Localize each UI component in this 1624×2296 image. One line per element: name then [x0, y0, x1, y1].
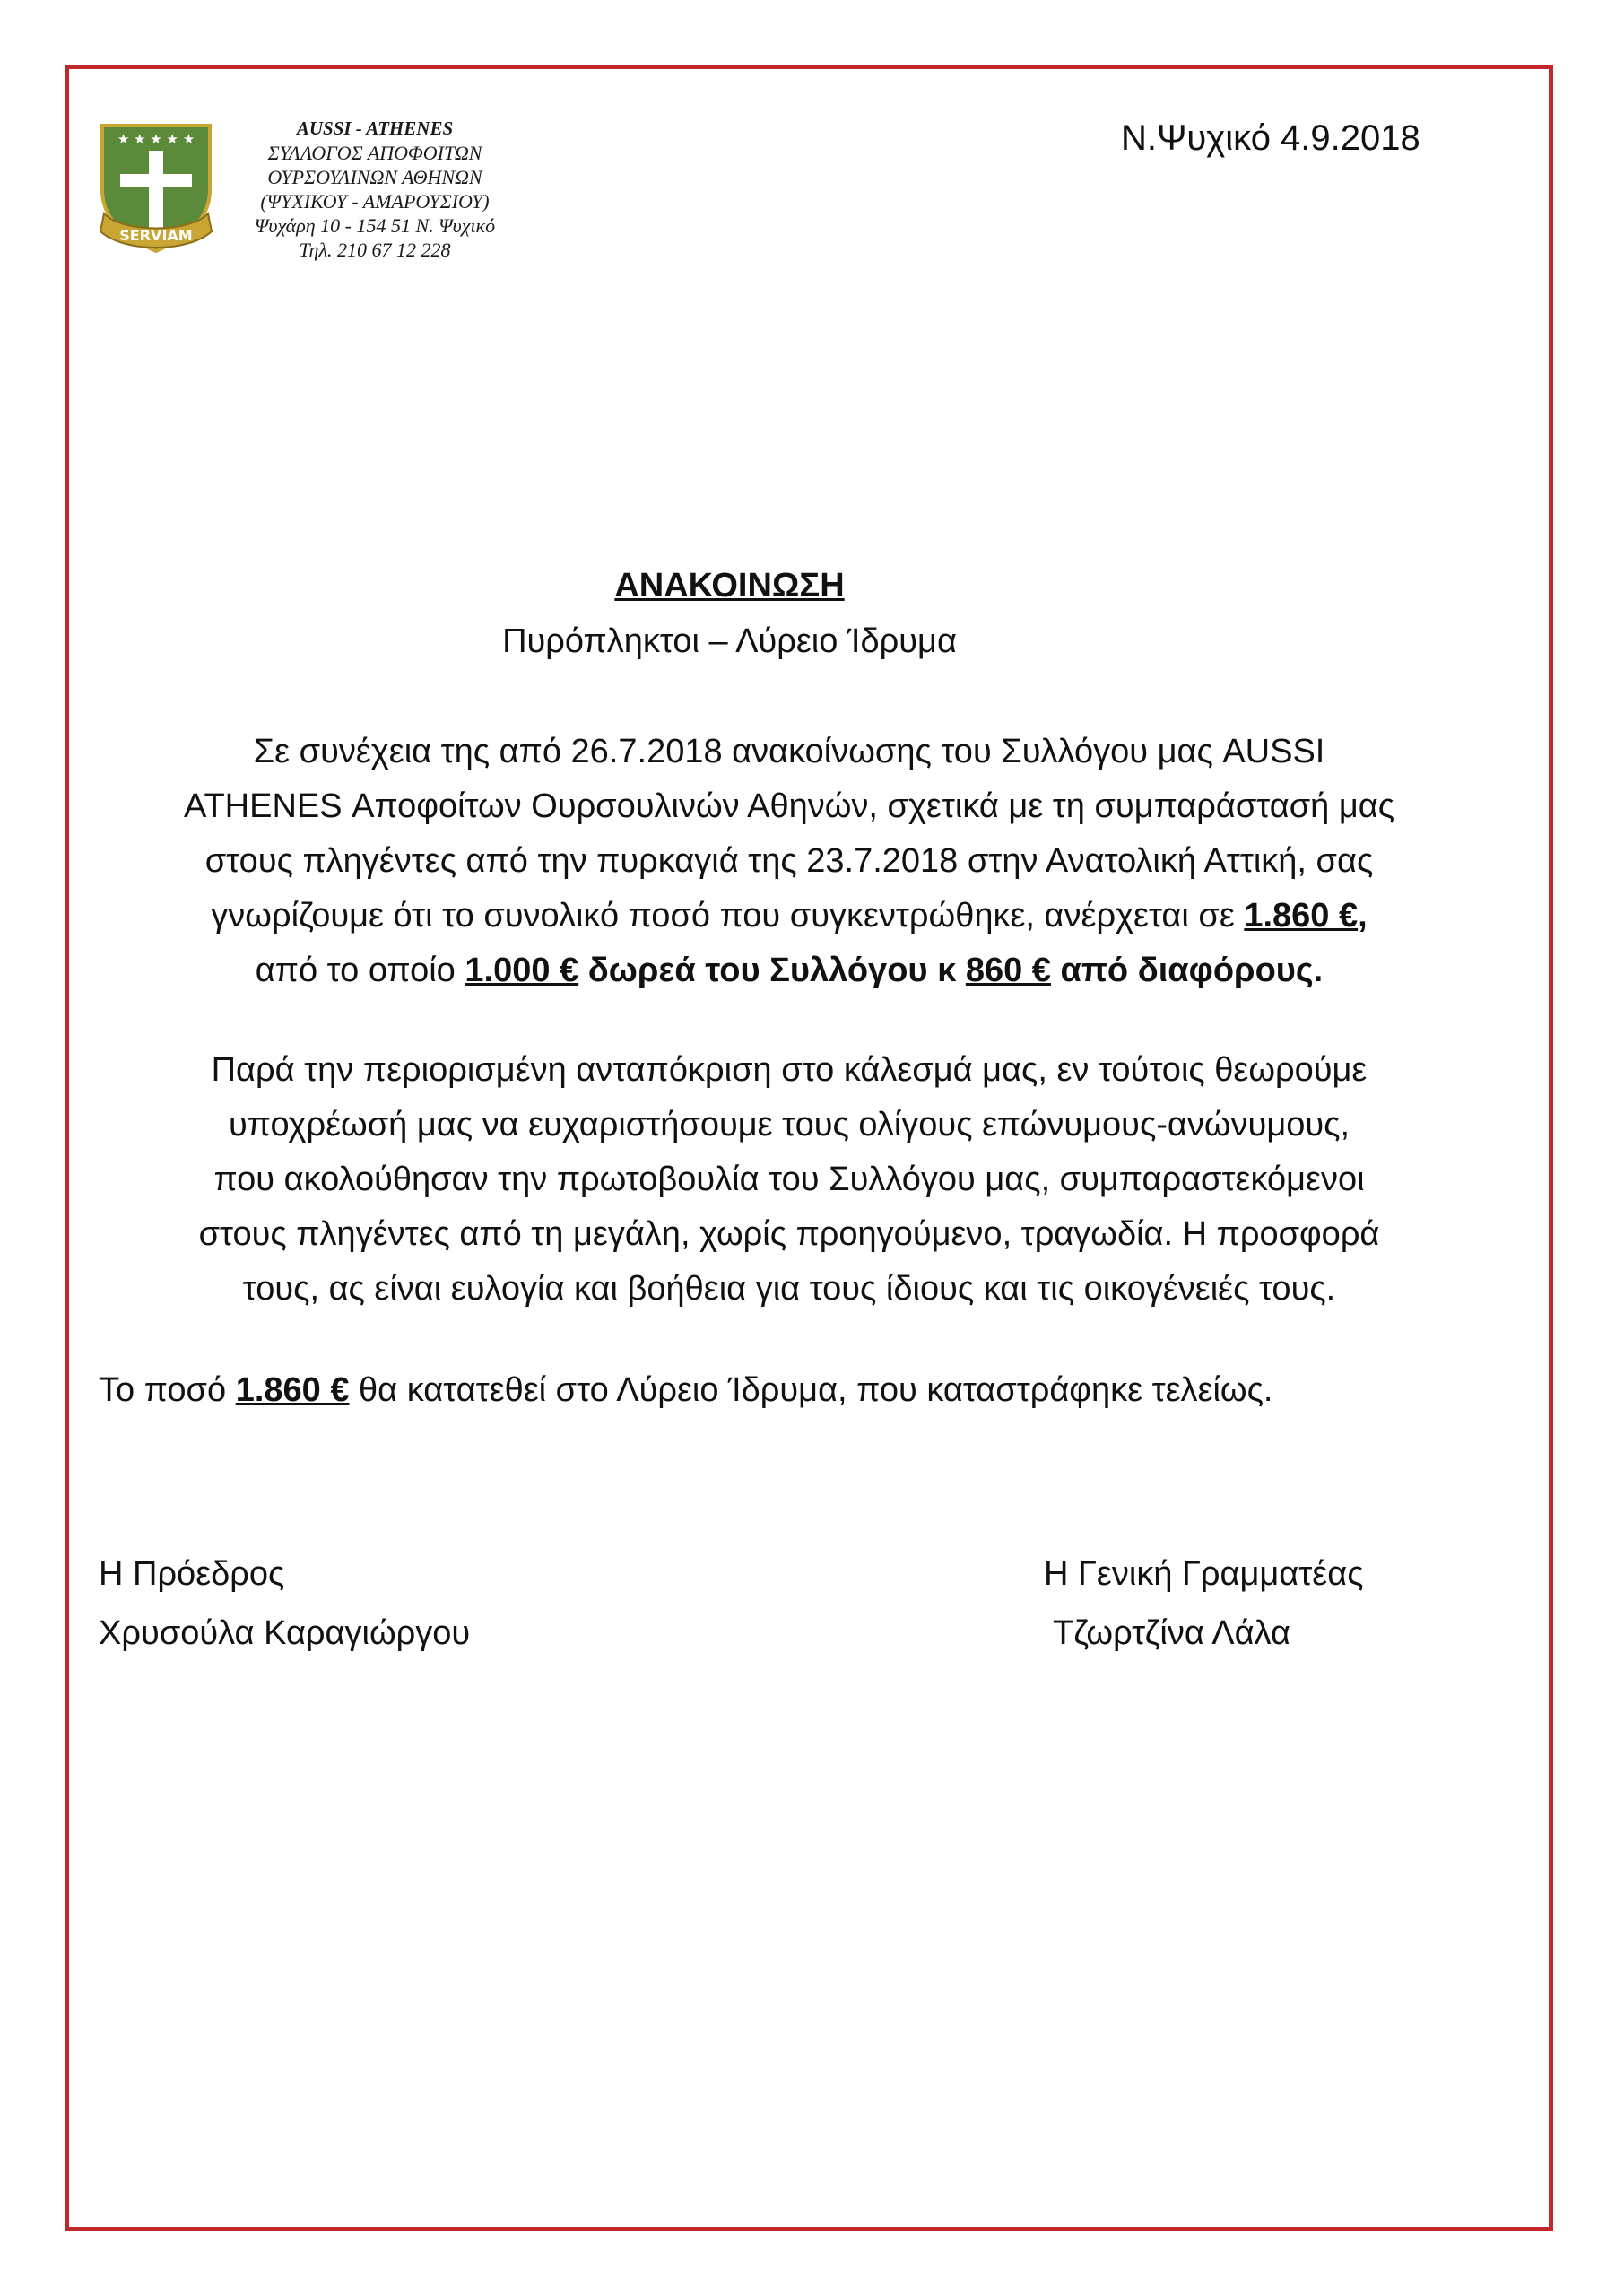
text-run: Το ποσό	[99, 1371, 236, 1409]
text-run: γνωρίζουμε ότι το συνολικό ποσό που συγκεντρώθηκε, ανέρχεται σε	[211, 897, 1245, 935]
paragraph-3-line	[99, 1363, 1498, 1418]
paragraph-1-line	[90, 889, 1489, 944]
paragraph-2-line: στους πληγέντες από τη μεγάλη, χωρίς προηγούμενο, τραγωδία. Η προσφορά	[198, 1215, 1380, 1253]
paragraph-1-line: ATHENES Αποφοίτων Ουρσουλινών Αθηνών, σχετικά με τη συμπαράστασή μας	[183, 787, 1395, 825]
text-run: δωρεά του Συλλόγου κ	[578, 952, 966, 989]
org-name: AUSSI - ATHENES	[296, 117, 454, 139]
others-amount: 860 €	[965, 952, 1051, 989]
serviam-crest-logo	[95, 120, 217, 260]
signature-president	[99, 1544, 470, 1663]
announcement-subtitle: Πυρόπληκτοι – Λύρειο Ίδρυμα	[502, 622, 957, 660]
org-address: Ψυχάρη 10 - 154 51 Ν. Ψυχικό	[254, 214, 496, 237]
org-line-3: ΟΥΡΣΟΥΛΙΝΩΝ ΑΘΗΝΩΝ	[267, 166, 482, 188]
paragraph-1-line: Σε συνέχεια της από 26.7.2018 ανακοίνωσης του Συλλόγου μας AUSSI	[253, 733, 1325, 770]
paragraph-1-line: στους πληγέντες από την πυρκαγιά της 23.7.2018 στην Ανατολική Αττική, σας	[204, 842, 1374, 880]
announcement-title: ΑΝΑΚΟΙΝΩΣΗ	[614, 567, 845, 604]
text-run: θα κατατεθεί στο Λύρειο Ίδρυμα, που καταστράφηκε τελείως.	[349, 1371, 1273, 1409]
document-date: Ν.Ψυχικό 4.9.2018	[1121, 118, 1420, 158]
signature-role: Η Γενική Γραμματέας	[1044, 1555, 1364, 1593]
total-amount: 1.860 €	[1244, 897, 1359, 935]
paragraph-2	[90, 1043, 1489, 1317]
paragraph-2-line: Παρά την περιορισμένη ανταπόκριση στο κάλεσμά μας, εν τούτοις θεωρούμε	[211, 1051, 1368, 1089]
text-run: από διαφόρους.	[1050, 952, 1324, 989]
text-run: από το οποίο	[255, 952, 465, 989]
org-phone: Τηλ. 210 67 12 228	[299, 239, 451, 261]
signature-name: Χρυσούλα Καραγιώργου	[99, 1614, 471, 1652]
organization-letterhead	[231, 117, 518, 262]
paragraph-1	[90, 725, 1489, 998]
paragraph-3	[99, 1363, 1498, 1418]
paragraph-2-line: υποχρέωσή μας να ευχαριστήσουμε τους ολίγους επώνυμους-ανώνυμους,	[228, 1106, 1350, 1144]
paragraph-1-line	[90, 944, 1489, 998]
signature-name: Τζωρτζίνα Λάλα	[1053, 1614, 1291, 1652]
org-line-4: (ΨΥΧΙΚΟΥ - ΑΜΑΡΟΥΣΙΟΥ)	[260, 190, 490, 213]
logo-motto: SERVIAM	[119, 227, 193, 244]
org-line-2: ΣΥΛΛΟΓΟΣ ΑΠΟΦΟΙΤΩΝ	[267, 142, 482, 164]
donation-amount: 1.000 €	[465, 952, 579, 989]
deposit-amount: 1.860 €	[235, 1371, 350, 1409]
signature-secretary	[1044, 1544, 1364, 1663]
svg-text:★ ★ ★ ★ ★: ★ ★ ★ ★ ★	[117, 131, 195, 147]
paragraph-2-line: τους, ας είναι ευλογία και βοήθεια για τους ίδιους και τις οικογένειές τους.	[242, 1270, 1336, 1308]
text-run: ,	[1358, 897, 1368, 935]
paragraph-2-line: που ακολούθησαν την πρωτοβουλία του Συλλόγου μας, συμπαραστεκόμενοι	[213, 1161, 1365, 1198]
signature-role: Η Πρόεδρος	[99, 1555, 285, 1593]
